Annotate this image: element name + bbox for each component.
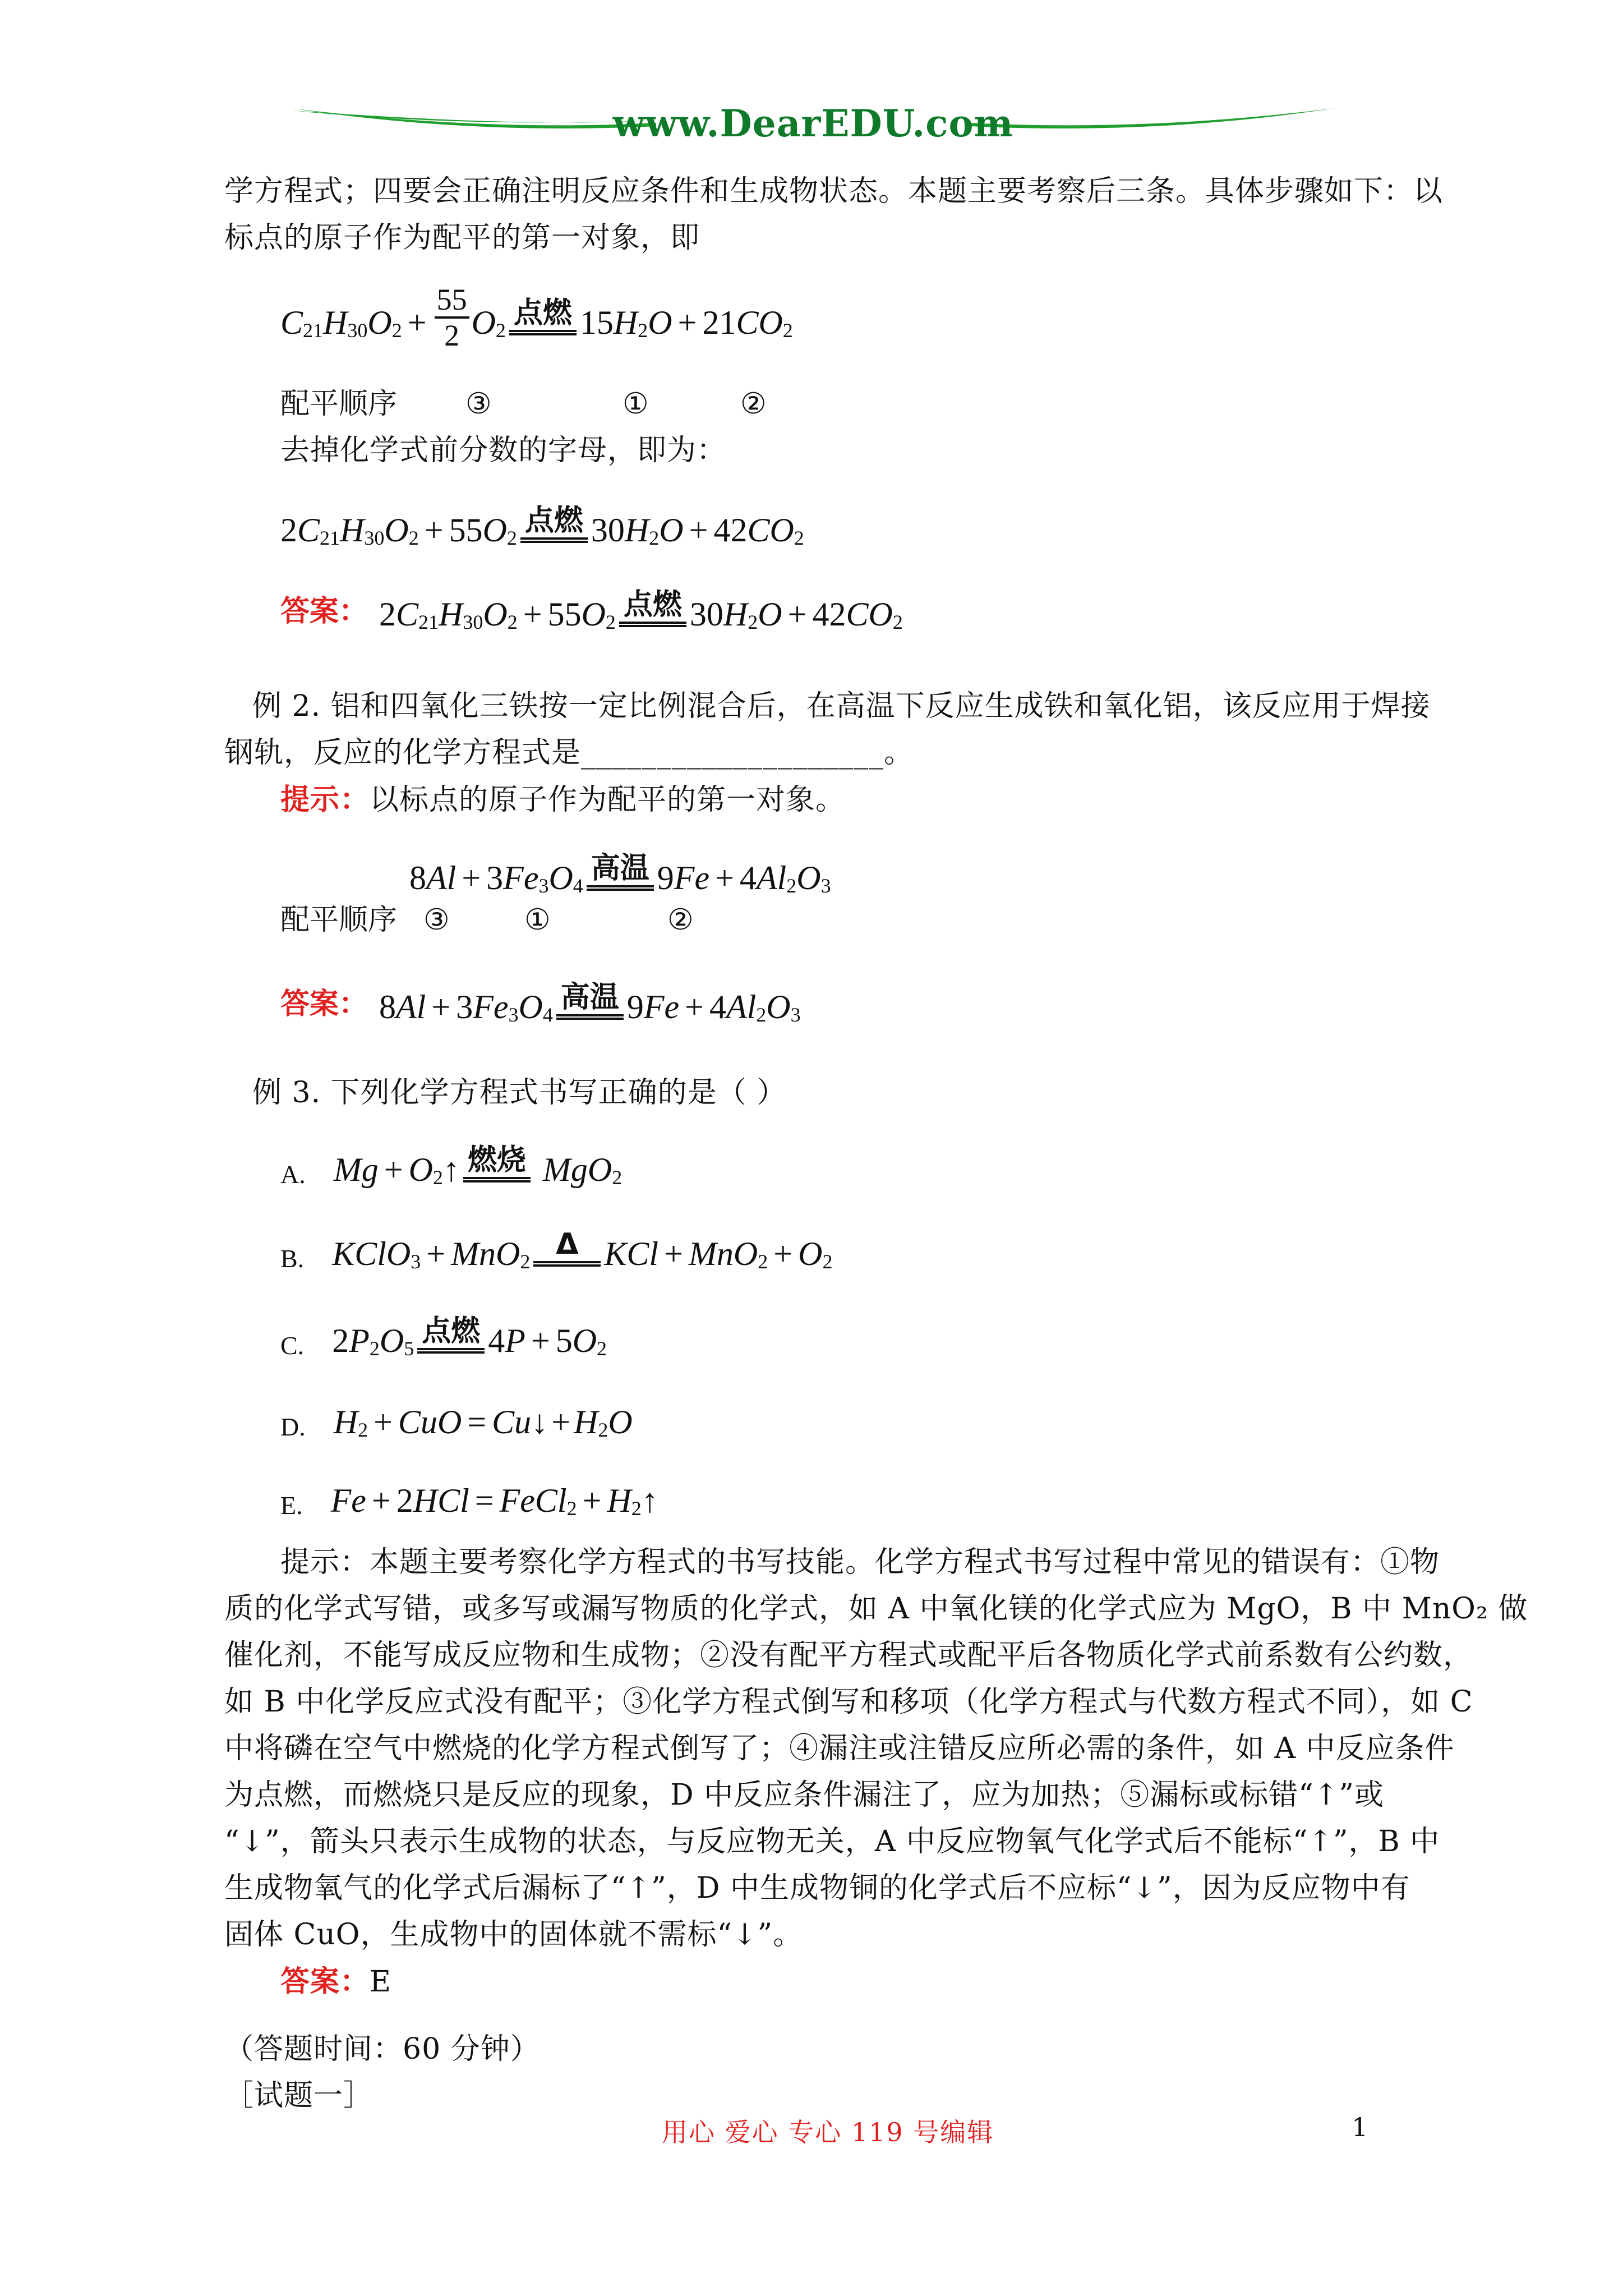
- intro-line-1: 学方程式；四要会正确注明反应条件和生成物状态。本题主要考察后三条。具体步骤如下：以: [224, 174, 1444, 208]
- equation-3: 8 Al + 3 Fe $_3$ O $_4$ 高温 9 Fe + 4 Al $_2$ O $_3$: [409, 852, 831, 897]
- hint-3-line-8: 生成物氧气的化学式后漏标了“↑”，D 中生成物铜的化学式后不应标“↓”，因为反应物中有: [224, 1871, 1410, 1905]
- page-number: 1: [1352, 2112, 1368, 2142]
- hint-3-line-4: 如 B 中化学反应式没有配平；③化学方程式倒写和移项（化学方程式与代数方程式不同），如 C: [224, 1685, 1473, 1719]
- hint-3-line-7: “↓”，箭头只表示生成物的状态，与反应物无关，A 中反应物氧气化学式后不能标“↑”，B 中: [224, 1825, 1440, 1858]
- option-b: B. KClO $_3$ + MnO $_2$ Δ KCl + MnO $_2$ + O $_2$: [280, 1227, 833, 1273]
- up-arrow-icon: ↑: [442, 1151, 460, 1188]
- answer-label: 答案：: [280, 595, 368, 628]
- hint-3-line-3: 催化剂，不能写成反应物和生成物；②没有配平方程式或配平后各物质化学式前系数有公约数，: [224, 1639, 1473, 1672]
- up-arrow-icon: ↑: [641, 1482, 658, 1519]
- reaction-condition: 燃烧: [463, 1143, 531, 1182]
- example-2-line-2: 钢轨，反应的化学方程式是____________________。: [224, 736, 914, 770]
- intro-line-2: 标点的原子作为配平的第一对象，即: [224, 221, 700, 255]
- example-3-question: 例 3. 下列化学方程式书写正确的是（ ）: [252, 1076, 787, 1110]
- equation-2: 2 C $_{21}$ H $_{30}$ O $_2$ + 55 O $_2$ 点燃 30 H $_2$ O + 42 CO $_2$: [280, 504, 804, 549]
- option-e: E. Fe + 2 HCl = FeCl $_2$ + H $_2$ ↑: [280, 1482, 658, 1520]
- balance-order-1: 配平顺序 ③ ① ②: [280, 387, 767, 421]
- hint-3-line-1: 提示：本题主要考察化学方程式的书写技能。化学方程式书写过程中常见的错误有：①物: [280, 1545, 1440, 1579]
- reaction-condition: 点燃: [509, 296, 577, 335]
- answer-1-equation: 答案： 2 C $_{21}$ H $_{30}$ O $_2$ + 55 O $_2$ 点燃 30 H $_2$ O + 42 CO $_2$: [280, 588, 903, 633]
- option-d: D. H $_2$ + CuO = Cu ↓ + H $_2$ O: [280, 1404, 633, 1441]
- reaction-condition: 点燃: [520, 504, 588, 543]
- hint-3-line-9: 固体 CuO，生成物中的固体就不需标“↓”。: [224, 1918, 803, 1952]
- option-c: C. 2 P $_2$ O $_5$ 点燃 4 P + 5 O $_2$: [280, 1314, 607, 1360]
- section-heading: ［试题一］: [224, 2079, 374, 2113]
- hint-3-line-6: 为点燃，而燃烧只是反应的现象，D 中反应条件漏注了，应为加热；⑤漏标或标错“↑”或: [224, 1778, 1384, 1812]
- reaction-condition: 高温: [587, 852, 654, 891]
- hint-3-line-2: 质的化学式写错，或多写或漏写物质的化学式，如 A 中氧化镁的化学式应为 MgO，B 中 MnO₂ 做: [224, 1592, 1528, 1626]
- answer-2-equation: 答案： 8 Al + 3 Fe $_3$ O $_4$ 高温 9 Fe + 4 Al $_2$ O $_3$: [280, 981, 801, 1026]
- balance-order-2: 配平顺序 ③ ① ②: [280, 903, 694, 937]
- reaction-condition: 点燃: [417, 1314, 485, 1354]
- reaction-condition: Δ: [533, 1227, 601, 1267]
- answer-3: 答案：E: [280, 1964, 391, 1999]
- example-2-hint: 提示：以标点的原子作为配平的第一对象。: [280, 783, 846, 817]
- time-note: （答题时间：60 分钟）: [224, 2032, 540, 2066]
- answer-label: 答案：: [280, 987, 368, 1021]
- header-banner: [292, 98, 1335, 149]
- remove-fraction-note: 去掉化学式前分数的字母，即为：: [280, 434, 727, 467]
- equation-1: C $_{21}$ H $_{30}$ O $_2$ + $\frac{55}{2}$ O $_2$ 点燃 15 H $_2$ O + 21 CO $_2$: [280, 283, 793, 352]
- option-a: A. Mg + O $_2$ ↑ 燃烧 MgO $_2$: [280, 1143, 623, 1189]
- reaction-condition: 高温: [556, 981, 624, 1020]
- reaction-condition: 点燃: [619, 588, 686, 627]
- hint-3-line-5: 中将磷在空气中燃烧的化学方程式倒写了；④漏注或注错反应所必需的条件，如 A 中反应条件: [224, 1732, 1455, 1765]
- fraction-55-2: $\frac{55}{2}$: [435, 283, 469, 352]
- site-title: www.DearEDU.com: [612, 102, 1014, 145]
- footer-text: 用心 爱心 专心 119 号编辑: [662, 2117, 994, 2147]
- down-arrow-icon: ↓: [531, 1404, 548, 1441]
- example-2-line-1: 例 2. 铝和四氧化三铁按一定比例混合后，在高温下反应生成铁和氧化铝，该反应用于焊接: [252, 689, 1431, 723]
